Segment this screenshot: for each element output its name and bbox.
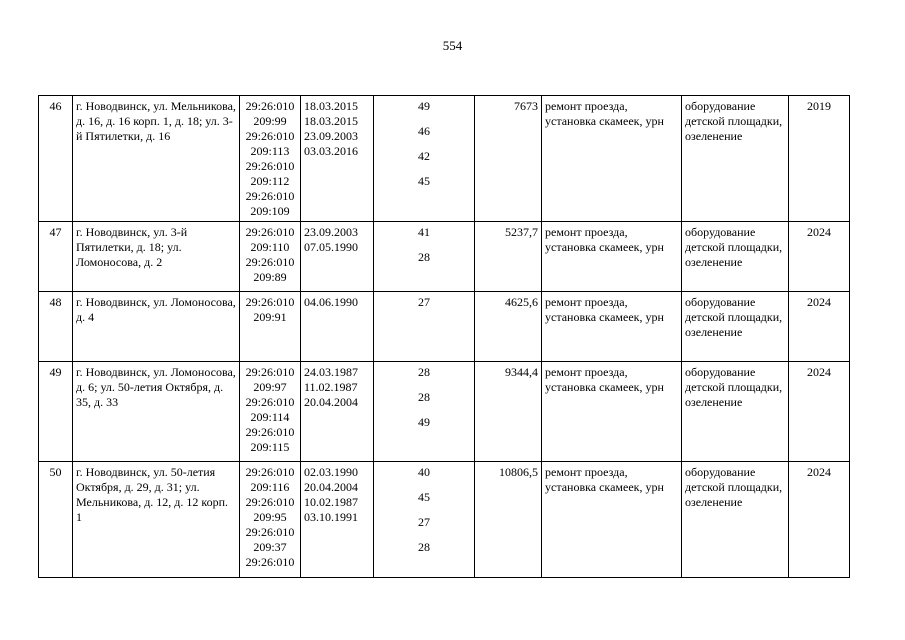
date-cell — [301, 292, 374, 362]
address-cell: г. Новодвинск, ул. 50-летия Октября, д. 29, д. 31; ул. Мельникова, д. 12, д. 12 корп. 1 — [73, 462, 240, 578]
quantity-line: 28 — [418, 365, 430, 379]
cadastral-line: 209:116 — [250, 480, 290, 494]
playground-works-cell: оборудование детской площадки, озеленение — [682, 222, 789, 292]
cadastral-cell — [240, 292, 301, 362]
date-line: 20.04.2004 — [304, 480, 358, 494]
table-body — [39, 96, 850, 578]
date-line: 18.03.2015 — [304, 114, 358, 128]
quantity-line: 27 — [418, 515, 430, 529]
quantity-line: 45 — [418, 490, 430, 504]
road-works-cell: ремонт проезда, установка скамеек, урн — [542, 362, 682, 462]
address-cell: г. Новодвинск, ул. Ломоносова, д. 4 — [73, 292, 240, 362]
date-cell — [301, 462, 374, 578]
quantity-line: 41 — [418, 225, 430, 239]
cadastral-line: 209:114 — [250, 410, 290, 424]
area-cell: 5237,7 — [475, 222, 542, 292]
date-line: 11.02.1987 — [304, 380, 358, 394]
cadastral-line: 209:95 — [253, 510, 287, 524]
table-row — [39, 292, 850, 362]
cadastral-line: 29:26:010 — [245, 555, 295, 569]
playground-works-cell: оборудование детской площадки, озеленение — [682, 462, 789, 578]
cadastral-line: 29:26:010 — [245, 159, 295, 173]
cadastral-line: 29:26:010 — [245, 365, 295, 379]
date-line: 03.10.1991 — [304, 510, 358, 524]
year-cell: 2024 — [789, 362, 850, 462]
cadastral-line: 209:112 — [250, 174, 290, 188]
area-cell: 7673 — [475, 96, 542, 222]
table-row — [39, 222, 850, 292]
date-cell — [301, 222, 374, 292]
cadastral-line: 209:99 — [253, 114, 287, 128]
playground-works-cell: оборудование детской площадки, озеленение — [682, 96, 789, 222]
cadastral-line: 29:26:010 — [245, 129, 295, 143]
date-line: 18.03.2015 — [304, 99, 358, 113]
cadastral-cell — [240, 362, 301, 462]
road-works-cell: ремонт проезда, установка скамеек, урн — [542, 222, 682, 292]
area-cell: 10806,5 — [475, 462, 542, 578]
quantity-cell — [374, 96, 475, 222]
date-cell — [301, 362, 374, 462]
row-number: 46 — [39, 96, 73, 222]
table-row — [39, 362, 850, 462]
quantity-cell — [374, 362, 475, 462]
quantity-line: 49 — [418, 99, 430, 113]
quantity-line: 28 — [418, 250, 430, 264]
improvement-table — [38, 95, 850, 578]
quantity-line: 28 — [418, 540, 430, 554]
date-line: 03.03.2016 — [304, 144, 358, 158]
date-line: 02.03.1990 — [304, 465, 358, 479]
cadastral-line: 29:26:010 — [245, 255, 295, 269]
road-works-cell: ремонт проезда, установка скамеек, урн — [542, 292, 682, 362]
quantity-line: 45 — [418, 174, 430, 188]
year-cell: 2024 — [789, 292, 850, 362]
date-line: 10.02.1987 — [304, 495, 358, 509]
cadastral-line: 209:109 — [250, 204, 290, 218]
date-cell — [301, 96, 374, 222]
cadastral-line: 29:26:010 — [245, 99, 295, 113]
quantity-cell — [374, 292, 475, 362]
cadastral-line: 209:115 — [250, 440, 290, 454]
road-works-cell: ремонт проезда, установка скамеек, урн — [542, 96, 682, 222]
cadastral-line: 29:26:010 — [245, 189, 295, 203]
year-cell: 2024 — [789, 222, 850, 292]
page-number: 554 — [442, 38, 463, 53]
quantity-line: 46 — [418, 124, 430, 138]
quantity-cell — [374, 222, 475, 292]
cadastral-cell — [240, 462, 301, 578]
area-cell: 9344,4 — [475, 362, 542, 462]
year-cell: 2024 — [789, 462, 850, 578]
quantity-line: 27 — [418, 295, 430, 309]
row-number: 49 — [39, 362, 73, 462]
date-line: 20.04.2004 — [304, 395, 358, 409]
cadastral-line: 29:26:010 — [245, 525, 295, 539]
cadastral-line: 209:97 — [253, 380, 287, 394]
playground-works-cell: оборудование детской площадки, озеленение — [682, 292, 789, 362]
quantity-line: 40 — [418, 465, 430, 479]
quantity-line: 49 — [418, 415, 430, 429]
cadastral-line: 209:89 — [253, 270, 287, 284]
row-number: 48 — [39, 292, 73, 362]
cadastral-line: 29:26:010 — [245, 495, 295, 509]
quantity-cell — [374, 462, 475, 578]
date-line: 04.06.1990 — [304, 295, 358, 309]
row-number: 47 — [39, 222, 73, 292]
cadastral-line: 209:37 — [253, 540, 287, 554]
table-row — [39, 96, 850, 222]
playground-works-cell: оборудование детской площадки, озеленение — [682, 362, 789, 462]
quantity-line: 42 — [418, 149, 430, 163]
cadastral-line: 29:26:010 — [245, 425, 295, 439]
date-line: 24.03.1987 — [304, 365, 358, 379]
date-line: 23.09.2003 — [304, 225, 358, 239]
row-number: 50 — [39, 462, 73, 578]
address-cell: г. Новодвинск, ул. Мельникова, д. 16, д. 16 корп. 1, д. 18; ул. 3-й Пятилетки, д. 16 — [73, 96, 240, 222]
date-line: 23.09.2003 — [304, 129, 358, 143]
address-cell: г. Новодвинск, ул. Ломоносова, д. 6; ул. 50-летия Октября, д. 35, д. 33 — [73, 362, 240, 462]
cadastral-cell — [240, 222, 301, 292]
cadastral-line: 29:26:010 — [245, 225, 295, 239]
table-row — [39, 462, 850, 578]
cadastral-line: 29:26:010 — [245, 395, 295, 409]
cadastral-line: 209:91 — [253, 310, 287, 324]
year-cell: 2019 — [789, 96, 850, 222]
address-cell: г. Новодвинск, ул. 3-й Пятилетки, д. 18; ул. Ломоносова, д. 2 — [73, 222, 240, 292]
cadastral-line: 209:113 — [250, 144, 290, 158]
quantity-line: 28 — [418, 390, 430, 404]
road-works-cell: ремонт проезда, установка скамеек, урн — [542, 462, 682, 578]
cadastral-line: 29:26:010 — [245, 465, 295, 479]
area-cell: 4625,6 — [475, 292, 542, 362]
cadastral-line: 29:26:010 — [245, 295, 295, 309]
cadastral-line: 209:110 — [250, 240, 290, 254]
date-line: 07.05.1990 — [304, 240, 358, 254]
cadastral-cell — [240, 96, 301, 222]
